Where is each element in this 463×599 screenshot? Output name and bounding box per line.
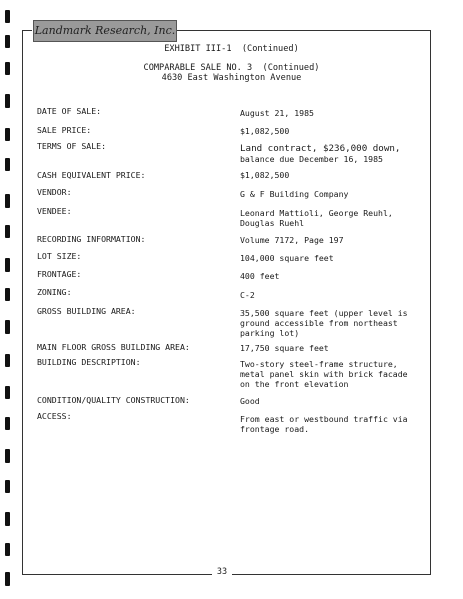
field-value: G & F Building Company <box>240 189 349 199</box>
field-label: CONDITION/QUALITY CONSTRUCTION: <box>37 395 190 405</box>
page-number: 33 <box>212 567 232 577</box>
field-value: 104,000 square feet <box>240 253 334 263</box>
property-address: 4630 East Washington Avenue <box>161 73 302 83</box>
frame-line <box>430 30 431 575</box>
binding-hole <box>5 225 10 238</box>
binding-hole <box>5 480 10 493</box>
field-label: VENDEE: <box>37 206 72 216</box>
sale-title: COMPARABLE SALE NO. 3 (Continued) <box>143 63 320 73</box>
binding-hole <box>5 158 10 171</box>
field-value: 400 feet <box>240 271 280 281</box>
field-label: RECORDING INFORMATION: <box>37 234 146 244</box>
field-value: From east or westbound traffic via <box>240 414 408 424</box>
field-value: parking lot) <box>240 328 300 338</box>
field-value: on the front elevation <box>240 379 349 389</box>
field-value: C-2 <box>240 290 255 300</box>
field-value: Land contract, $236,000 down, <box>240 143 401 154</box>
binding-hole <box>5 572 10 586</box>
frame-line <box>22 30 23 575</box>
binding-hole <box>5 354 10 367</box>
field-value: 17,750 square feet <box>240 343 329 353</box>
field-label: FRONTAGE: <box>37 269 82 279</box>
binding-hole <box>5 417 10 430</box>
field-label: TERMS OF SALE: <box>37 141 107 151</box>
field-value: $1,082,500 <box>240 126 290 136</box>
binding-hole <box>5 258 10 272</box>
binding-hole <box>5 288 10 301</box>
field-value: metal panel skin with brick facade <box>240 369 408 379</box>
binding-hole <box>5 320 10 334</box>
field-value: balance due December 16, 1985 <box>240 154 383 164</box>
binding-hole <box>5 128 10 141</box>
binding-hole <box>5 194 10 208</box>
field-label: SALE PRICE: <box>37 125 92 135</box>
exhibit-title: EXHIBIT III-1 (Continued) <box>164 44 299 54</box>
frame-line <box>22 30 32 31</box>
binding-hole <box>5 449 10 463</box>
binding-hole <box>5 543 10 556</box>
field-value: Good <box>240 396 260 406</box>
field-value: Leonard Mattioli, George Reuhl, <box>240 208 393 218</box>
frame-line <box>22 574 212 575</box>
binding-hole <box>5 10 10 23</box>
field-label: MAIN FLOOR GROSS BUILDING AREA: <box>37 342 190 352</box>
field-value: ground accessible from northeast <box>240 318 398 328</box>
binding-hole <box>5 512 10 526</box>
field-label: BUILDING DESCRIPTION: <box>37 357 141 367</box>
field-label: CASH EQUIVALENT PRICE: <box>37 170 146 180</box>
frame-line <box>175 30 430 31</box>
field-label: VENDOR: <box>37 187 72 197</box>
field-label: ACCESS: <box>37 411 72 421</box>
field-label: GROSS BUILDING AREA: <box>37 306 136 316</box>
field-value: Douglas Ruehl <box>240 218 305 228</box>
binding-hole <box>5 386 10 399</box>
field-value: $1,082,500 <box>240 170 290 180</box>
binding-hole <box>5 94 10 108</box>
field-label: DATE OF SALE: <box>37 106 102 116</box>
company-logo: Landmark Research, Inc. <box>33 20 177 42</box>
field-value: 35,500 square feet (upper level is <box>240 308 408 318</box>
field-value: Volume 7172, Page 197 <box>240 235 344 245</box>
field-label: ZONING: <box>37 287 72 297</box>
field-label: LOT SIZE: <box>37 251 82 261</box>
field-value: Two-story steel-frame structure, <box>240 359 398 369</box>
field-value: August 21, 1985 <box>240 108 314 118</box>
frame-line <box>232 574 430 575</box>
field-value: frontage road. <box>240 424 310 434</box>
